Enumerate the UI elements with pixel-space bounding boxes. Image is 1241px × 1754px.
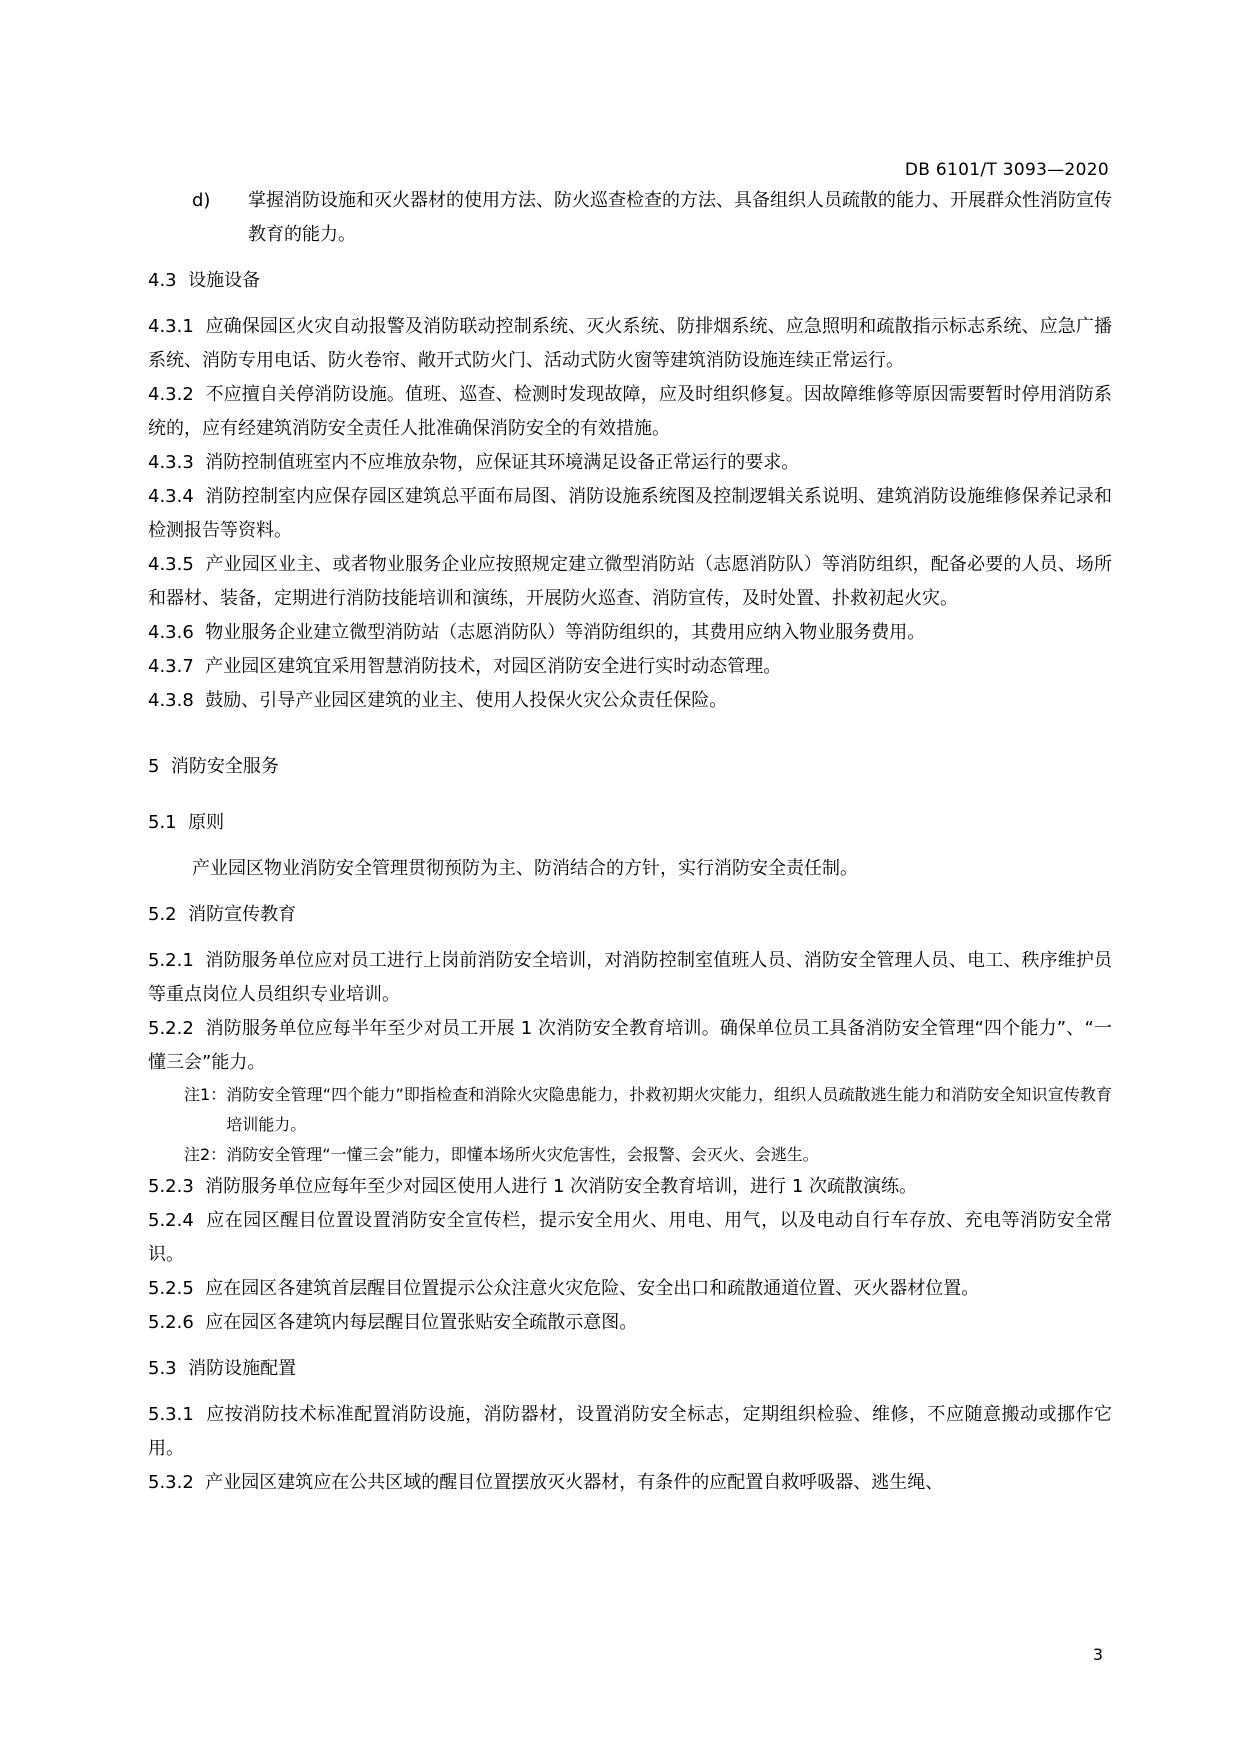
chapter-heading-5 xyxy=(148,750,1112,784)
section-title: 原则 xyxy=(188,812,225,833)
clause-5-2-1 xyxy=(148,944,1112,1012)
list-item-d xyxy=(148,184,1112,252)
section-heading-5-1 xyxy=(148,806,1112,840)
clause-4-3-8 xyxy=(148,684,1112,718)
clause-text: 鼓励、引导产业园区建筑的业主、使用人投保火灾公众责任保险。 xyxy=(205,690,728,711)
note-2 xyxy=(184,1140,1112,1170)
clause-text: 产业园区建筑宜采用智慧消防技术，对园区消防安全进行实时动态管理。 xyxy=(205,656,782,677)
clause-number: 4.3.6 xyxy=(148,622,206,643)
clause-number: 4.3.3 xyxy=(148,452,206,473)
clause-text: 消防控制室内应保存园区建筑总平面布局图、消防设施系统图及控制逻辑关系说明、建筑消防设施维修保养记录和检测报告等资料。 xyxy=(148,486,1112,541)
clause-number: 5.2.2 xyxy=(148,1018,206,1039)
clause-number: 5.2.4 xyxy=(148,1210,207,1231)
paragraph-principle: 产业园区物业消防安全管理贯彻预防为主、防消结合的方针，实行消防安全责任制。 xyxy=(192,858,858,879)
clause-4-3-7 xyxy=(148,650,1112,684)
clause-4-3-4 xyxy=(148,480,1112,548)
standard-number: DB 6101/T 3093—2020 xyxy=(904,160,1109,180)
clause-text: 应确保园区火灾自动报警及消防联动控制系统、灭火系统、防排烟系统、应急照明和疏散指示标志系统、应急广播系统、消防专用电话、防火卷帘、敞开式防火门、活动式防火窗等建筑消防设施连续正常运行。 xyxy=(148,316,1112,371)
clause-4-3-5 xyxy=(148,548,1112,616)
section-number: 4.3 xyxy=(148,270,189,291)
clause-text: 应在园区各建筑内每层醒目位置张贴安全疏散示意图。 xyxy=(205,1312,638,1333)
clause-number: 4.3.5 xyxy=(148,554,206,575)
clause-5-3-1 xyxy=(148,1398,1112,1466)
clause-number: 4.3.1 xyxy=(148,316,206,337)
page-number: 3 xyxy=(1092,1645,1103,1664)
chapter-title: 消防安全服务 xyxy=(170,756,279,777)
clause-text: 消防服务单位应对员工进行上岗前消防安全培训，对消防控制室值班人员、消防安全管理人员、电工、秩序维护员等重点岗位人员组织专业培训。 xyxy=(148,950,1112,1005)
clause-4-3-6 xyxy=(148,616,1112,650)
list-text: 掌握消防设施和灭火器材的使用方法、防火巡查检查的方法、具备组织人员疏散的能力、开展群众性消防宣传教育的能力。 xyxy=(248,190,1112,245)
clause-number: 4.3.4 xyxy=(148,486,206,507)
section-title: 消防设施配置 xyxy=(188,1358,297,1379)
clause-text: 产业园区建筑应在公共区域的醒目位置摆放灭火器材，有条件的应配置自救呼吸器、逃生绳、 xyxy=(205,1472,944,1493)
clause-4-3-3 xyxy=(148,446,1112,480)
clause-text: 物业服务企业建立微型消防站（志愿消防队）等消防组织的，其费用应纳入物业服务费用。 xyxy=(205,622,926,643)
clause-5-3-2 xyxy=(148,1466,1112,1500)
clause-text: 不应擅自关停消防设施。值班、巡查、检测时发现故障，应及时组织修复。因故障维修等原因需要暂时停用消防系统的，应有经建筑消防安全责任人批准确保消防安全的有效措施。 xyxy=(148,384,1112,439)
clause-number: 5.3.1 xyxy=(148,1404,207,1425)
clause-4-3-1 xyxy=(148,310,1112,378)
section-title: 设施设备 xyxy=(188,270,261,291)
clause-text: 应按消防技术标准配置消防设施，消防器材，设置消防安全标志，定期组织检验、维修，不应随意搬动或挪作它用。 xyxy=(148,1404,1112,1459)
section-heading-5-2 xyxy=(148,898,1112,932)
clause-number: 4.3.2 xyxy=(148,384,206,405)
note-1 xyxy=(184,1080,1112,1140)
clause-number: 4.3.7 xyxy=(148,656,206,677)
clause-text: 消防服务单位应每年至少对园区使用人进行 1 次消防安全教育培训，进行 1 次疏散演练。 xyxy=(205,1176,918,1197)
clause-5-2-2 xyxy=(148,1012,1112,1080)
clause-text: 消防控制值班室内不应堆放杂物，应保证其环境满足设备正常运行的要求。 xyxy=(205,452,800,473)
section-heading-5-3 xyxy=(148,1352,1112,1386)
note-label: 注2： xyxy=(184,1145,227,1164)
clause-5-2-6 xyxy=(148,1306,1112,1340)
clause-text: 消防服务单位应每半年至少对员工开展 1 次消防安全教育培训。确保单位员工具备消防安全管理“四个能力”、“一懂三会”能力。 xyxy=(148,1018,1112,1073)
document-body xyxy=(148,184,1112,1500)
clause-5-2-3 xyxy=(148,1170,1112,1204)
chapter-number: 5 xyxy=(148,756,171,777)
section-number: 5.2 xyxy=(148,904,189,925)
section-heading-4-3 xyxy=(148,264,1112,298)
clause-text: 产业园区业主、或者物业服务企业应按照规定建立微型消防站（志愿消防队）等消防组织，配备必要的人员、场所和器材、装备，定期进行消防技能培训和演练，开展防火巡查、消防宣传，及时处置、扑救初起火灾。 xyxy=(148,554,1112,609)
section-number: 5.1 xyxy=(148,812,189,833)
list-marker: d) xyxy=(192,190,211,211)
clause-number: 5.2.6 xyxy=(148,1312,206,1333)
note-text: 消防安全管理“四个能力”即指检查和消除火灾隐患能力，扑救初期火灾能力，组织人员疏散逃生能力和消防安全知识宣传教育培训能力。 xyxy=(226,1085,1112,1134)
clause-number: 5.3.2 xyxy=(148,1472,206,1493)
clause-text: 应在园区醒目位置设置消防安全宣传栏，提示安全用火、用电、用气，以及电动自行车存放、充电等消防安全常识。 xyxy=(148,1210,1112,1265)
clause-5-2-4 xyxy=(148,1204,1112,1272)
clause-number: 4.3.8 xyxy=(148,690,206,711)
section-title: 消防宣传教育 xyxy=(188,904,297,925)
section-number: 5.3 xyxy=(148,1358,189,1379)
note-text: 消防安全管理“一懂三会”能力，即懂本场所火灾危害性，会报警、会灭火、会逃生。 xyxy=(226,1145,819,1164)
clause-5-2-5 xyxy=(148,1272,1112,1306)
note-label: 注1： xyxy=(184,1085,227,1104)
clause-text: 应在园区各建筑首层醒目位置提示公众注意火灾危险、安全出口和疏散通道位置、灭火器材位置。 xyxy=(205,1278,980,1299)
clause-4-3-2 xyxy=(148,378,1112,446)
clause-number: 5.2.5 xyxy=(148,1278,206,1299)
clause-number: 5.2.3 xyxy=(148,1176,206,1197)
clause-number: 5.2.1 xyxy=(148,950,206,971)
